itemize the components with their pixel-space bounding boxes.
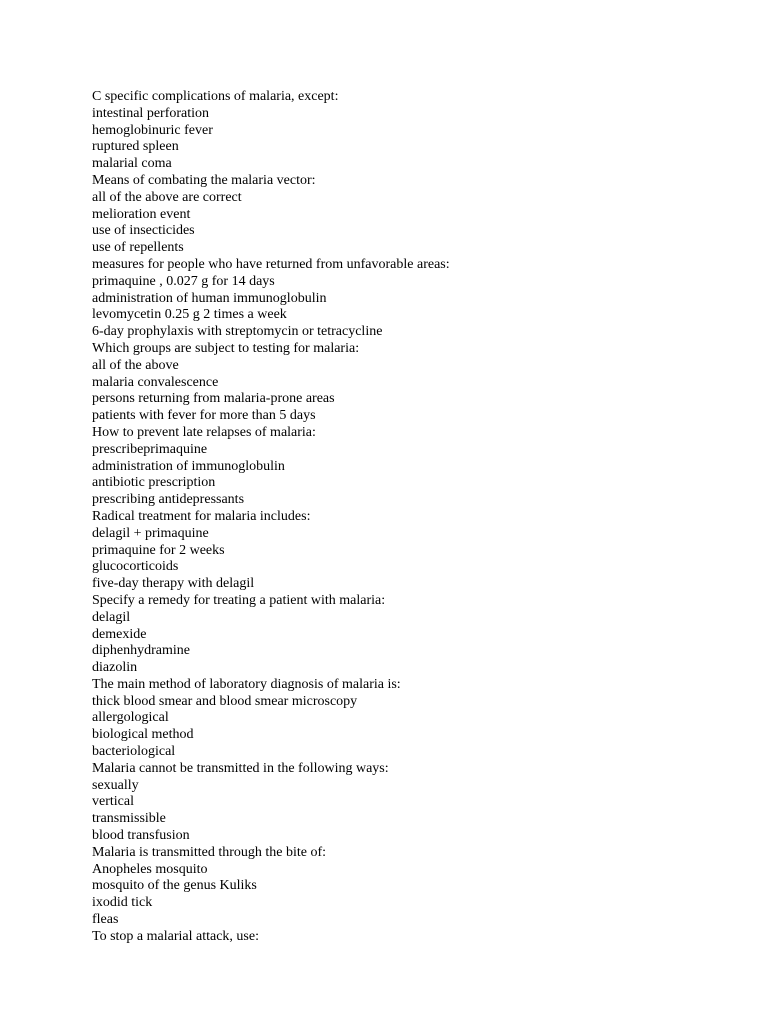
document-line: thick blood smear and blood smear microscopy xyxy=(92,693,358,709)
document-line: mosquito of the genus Kuliks xyxy=(92,878,257,894)
document-line: demexide xyxy=(92,626,147,642)
document-line: malaria convalescence xyxy=(92,374,219,390)
document-line: all of the above xyxy=(92,357,179,373)
document-line: vertical xyxy=(92,794,134,810)
document-line: ruptured spleen xyxy=(92,139,179,155)
document-line: Which groups are subject to testing for malaria: xyxy=(92,340,360,356)
document-line: Means of combating the malaria vector: xyxy=(92,172,316,188)
document-line: fleas xyxy=(92,912,119,928)
document-line: patients with fever for more than 5 days xyxy=(92,408,316,424)
document-line: measures for people who have returned from unfavorable areas: xyxy=(92,256,450,272)
document-line: transmissible xyxy=(92,811,166,827)
document-line: malarial coma xyxy=(92,156,172,172)
document-line: primaquine , 0.027 g for 14 days xyxy=(92,273,275,289)
document-line: Malaria is transmitted through the bite of: xyxy=(92,844,327,860)
document-line: use of repellents xyxy=(92,240,184,256)
document-line: To stop a malarial attack, use: xyxy=(92,928,259,944)
document-line: administration of human immunoglobulin xyxy=(92,290,327,306)
document-line: levomycetin 0.25 g 2 times a week xyxy=(92,307,287,323)
document-line: delagil + primaquine xyxy=(92,525,209,541)
document-line: Malaria cannot be transmitted in the following ways: xyxy=(92,760,389,776)
document-line: The main method of laboratory diagnosis of malaria is: xyxy=(92,676,401,692)
document-line: antibiotic prescription xyxy=(92,475,216,491)
document-line: How to prevent late relapses of malaria: xyxy=(92,424,316,440)
document-line: persons returning from malaria-prone areas xyxy=(92,391,335,407)
document-line: diazolin xyxy=(92,660,138,676)
document-line: C specific complications of malaria, except: xyxy=(92,89,339,104)
document-line: hemoglobinuric fever xyxy=(92,122,213,138)
document-line: prescribing antidepressants xyxy=(92,492,245,508)
document-line: Specify a remedy for treating a patient with malaria: xyxy=(92,592,386,608)
document-line: 6-day prophylaxis with streptomycin or tetracycline xyxy=(92,324,383,340)
document-text-body xyxy=(92,89,450,946)
document-line: Anopheles mosquito xyxy=(92,861,208,877)
document-line: use of insecticides xyxy=(92,223,195,239)
document-line: Radical treatment for malaria includes: xyxy=(92,508,311,524)
document-line: primaquine for 2 weeks xyxy=(92,542,225,558)
document-line: bacteriological xyxy=(92,744,176,760)
document-line: prescribeprimaquine xyxy=(92,441,208,457)
document-line: administration of immunoglobulin xyxy=(92,458,285,474)
document-line: sexually xyxy=(92,777,139,793)
document-line: melioration event xyxy=(92,206,191,222)
document-line: blood transfusion xyxy=(92,828,190,844)
document-line: biological method xyxy=(92,727,194,743)
document-line: intestinal perforation xyxy=(92,105,210,121)
document-line: ixodid tick xyxy=(92,895,153,911)
document-line: diphenhydramine xyxy=(92,643,190,659)
document-line: five-day therapy with delagil xyxy=(92,576,255,592)
document-line: delagil xyxy=(92,609,131,625)
document-line: glucocorticoids xyxy=(92,559,179,575)
document-line: allergological xyxy=(92,710,169,726)
document-line: all of the above are correct xyxy=(92,189,242,205)
